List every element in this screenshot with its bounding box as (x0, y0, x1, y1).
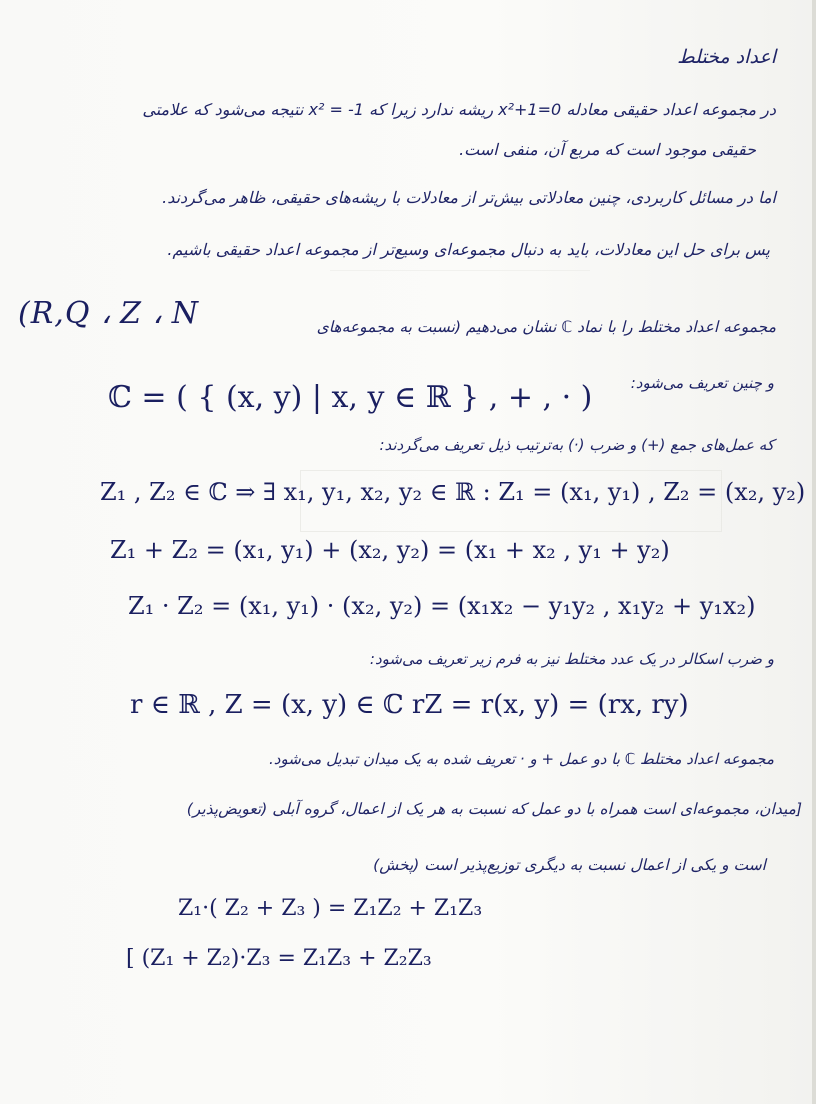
complex-definition-formula: ℂ = ( { (x, y) | x, y ∈ ℝ } , + , · ) (108, 380, 593, 415)
text-line-1: در مجموعه اعداد حقیقی معادله x²+1=0 ریشه ندارد زیرا که x² = -1 نتیجه می‌شود که علامتی (142, 100, 776, 119)
formula-multiplication: Z₁ · Z₂ = (x₁, y₁) · (x₂, y₂) = (x₁x₂ − y₁y₂ , x₁y₂ + y₁x₂) (128, 592, 756, 620)
formula-distributive-right: [ (Z₁ + Z₂)·Z₃ = Z₁Z₃ + Z₂Z₃ (126, 946, 432, 971)
text-line-7: که عمل‌های جمع (+) و ضرب (·) به‌ترتیب ذیل تعریف می‌گردند: (379, 436, 774, 454)
formula-existence: Z₁ , Z₂ ∈ ℂ ⇒ ∃ x₁, y₁, x₂, y₂ ∈ ℝ : Z₁ = (x₁, y₁) , Z₂ = (x₂, y₂) (100, 478, 806, 506)
formula-scalar: r ∈ ℝ , Z = (x, y) ∈ ℂ rZ = r(x, y) = (rx, ry) (130, 690, 689, 720)
text-line-6: و چنین تعریف می‌شود: (630, 374, 774, 392)
text-line-3: اما در مسائل کاربردی، چنین معادلاتی بیش‌تر از معادلات با ریشه‌های حقیقی، ظاهر می‌گردند. (162, 188, 776, 207)
number-sets-label: (R,Q ، Z ، N (18, 296, 200, 331)
text-line-8: و ضرب اسکالر در یک عدد مختلط نیز به فرم زیر تعریف می‌شود: (369, 650, 774, 668)
text-line-2: حقیقی موجود است که مربع آن، منفی است. (459, 140, 756, 159)
page-title: اعداد مختلط (677, 46, 776, 68)
text-line-10: [میدان، مجموعه‌ای است همراه با دو عمل که نسبت به هر یک از اعمال، گروه آبلی (تعویض‌پذیر) (186, 800, 802, 818)
text-line-9: مجموعه اعداد مختلط ℂ با دو عمل + و · تعریف شده به یک میدان تبدیل می‌شود. (269, 750, 774, 768)
page-edge (812, 0, 816, 1104)
text-line-5: مجموعه اعداد مختلط را با نماد ℂ نشان می‌دهیم (نسبت به مجموعه‌های (316, 318, 776, 336)
text-line-11: است و یکی از اعمال نسبت به دیگری توزیع‌پذیر است (پخش) (373, 856, 766, 874)
formula-addition: Z₁ + Z₂ = (x₁, y₁) + (x₂, y₂) = (x₁ + x₂ , y₁ + y₂) (110, 536, 670, 564)
text-line-4: پس برای حل این معادلات، باید به دنبال مجموعه‌ای وسیع‌تر از مجموعه اعداد حقیقی باشیم. (167, 240, 770, 259)
formula-distributive-left: Z₁·( Z₂ + Z₃ ) = Z₁Z₂ + Z₁Z₃ (178, 896, 483, 921)
bleed-through-mark (330, 270, 590, 311)
